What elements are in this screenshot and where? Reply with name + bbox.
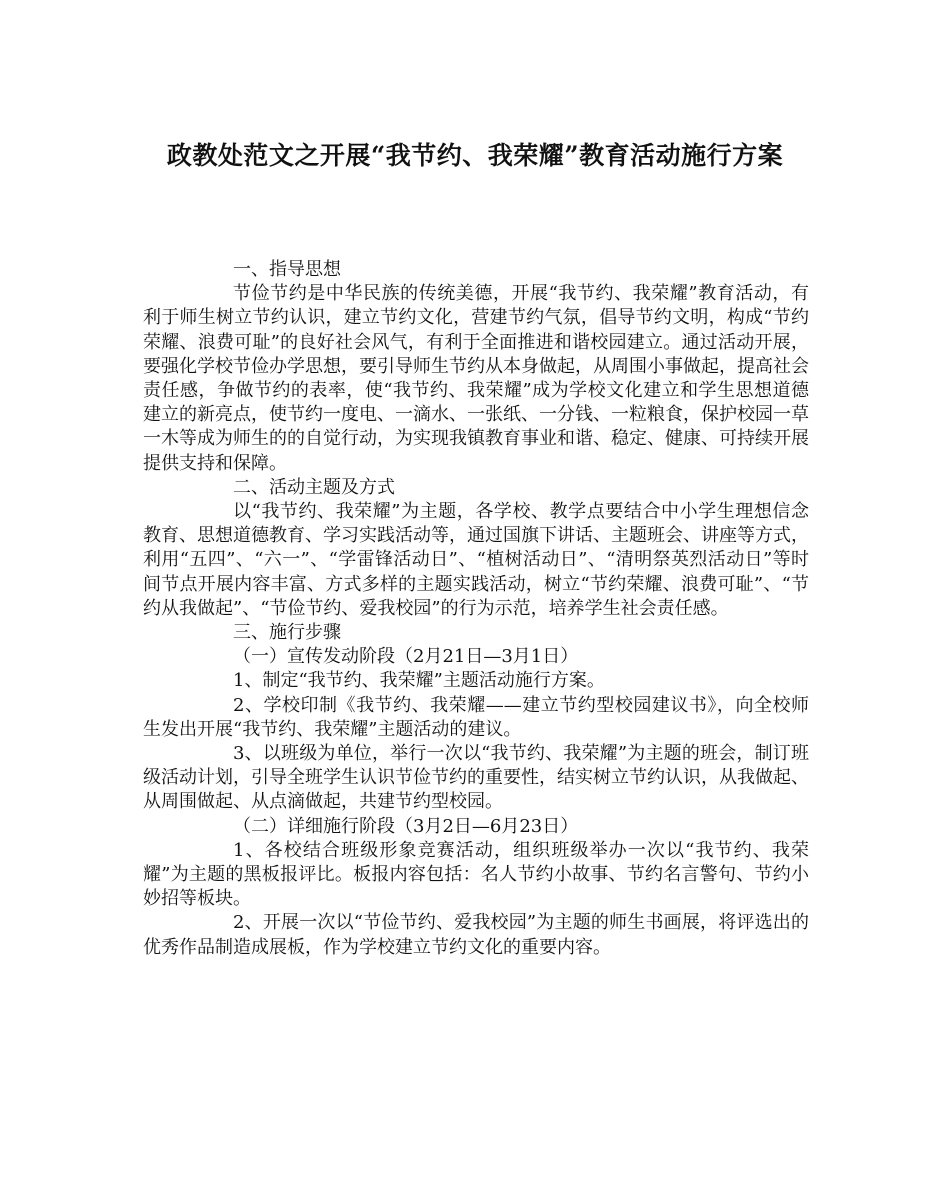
- section-heading: 一、指导思想: [233, 259, 341, 280]
- section-heading: 二、活动主题及方式: [233, 476, 395, 498]
- paragraph: 2、开展一次以“节俭节约、爱我校园”为主题的师生书画展，将评选出的优秀作品制造成展板，作为学校建立节约文化的重要内容。: [143, 912, 809, 958]
- paragraph: 1、制定“我节约、我荣耀”主题活动施行方案。: [233, 670, 605, 692]
- paragraph: 2、学校印制《我节约、我荣耀——建立节约型校园建议书》，向全校师生发出开展“我节约、我荣耀”主题活动的建议。: [143, 694, 809, 740]
- paragraph: 节俭节约是中华民族的传统美德，开展“我节约、我荣耀”教育活动，有利于师生树立节约认识，建立节约文化，营建节约气氛，倡导节约文明，构成“节约荣耀、浪费可耻”的良好社会风气，有利于全面推进和谐校园建立。通过活动开展，要强化学校节俭办学思想，要引导师生节约从本身做起，从周围小事做起，提高社会责任感，争做节约的表率，使“我节约、我荣耀”成为学校文化建立和学生思想道德建立的新亮点，使节约一度电、一滴水、一张纸、一分钱、一粒粮食，保护校园一草一木等成为师生的的自觉行动，为实现我镇教育事业和谐、稳定、健康、可持续开展提供支持和保障。: [143, 283, 809, 474]
- subsection-heading: （一）宣传发动阶段（2月21日—3月1日）: [233, 646, 579, 668]
- document-title: 政教处范文之开展“我节约、我荣耀”教育活动施行方案: [166, 141, 784, 170]
- section-heading: 三、施行步骤: [233, 622, 341, 644]
- document-body: [143, 258, 809, 960]
- subsection-heading: （二）详细施行阶段（3月2日—6月23日）: [233, 815, 579, 837]
- paragraph: 以“我节约、我荣耀”为主题，各学校、教学点要结合中小学生理想信念教育、思想道德教育、学习实践活动等，通过国旗下讲话、主题班会、讲座等方式，利用“五四”、“六一”、“学雷锋活动日”、“植树活动日”、“清明祭英烈活动日”等时间节点开展内容丰富、方式多样的主题实践活动，树立“节约荣耀、浪费可耻”、“节约从我做起”、“节俭节约、爱我校园”的行为示范，培养学生社会责任感。: [143, 501, 809, 619]
- paragraph: 3、以班级为单位，举行一次以“我节约、我荣耀”为主题的班会，制订班级活动计划，引导全班学生认识节俭节约的重要性，结实树立节约认识，从我做起、从周围做起、从点滴做起，共建节约型校园。: [143, 743, 809, 813]
- paragraph: 1、各校结合班级形象竞赛活动，组织班级举办一次以“我节约、我荣耀”为主题的黑板报评比。板报内容包括：名人节约小故事、节约名言警句、节约小妙招等板块。: [143, 839, 809, 910]
